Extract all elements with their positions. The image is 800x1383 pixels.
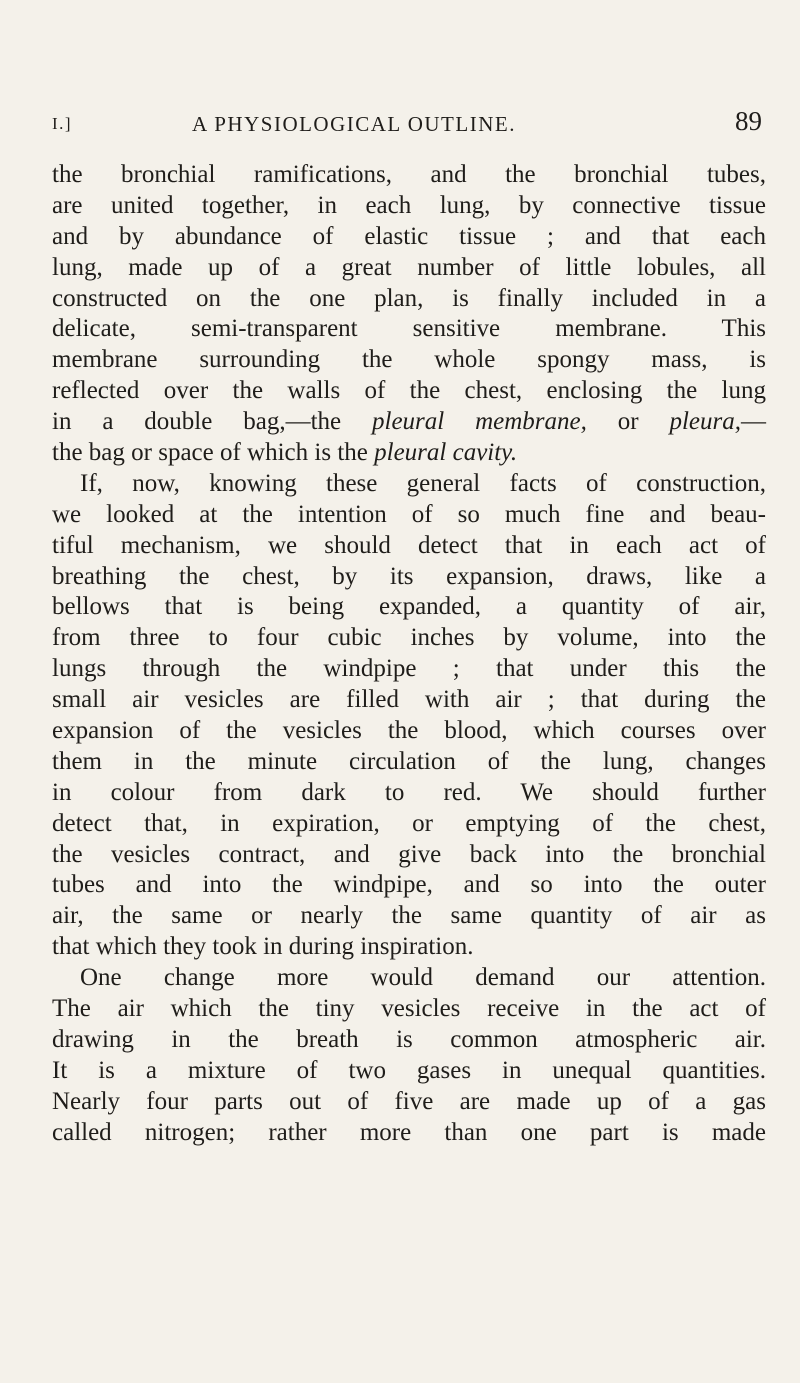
text-line [52, 160, 766, 191]
text-segment: we looked at the intention of so much fine and beau- [52, 500, 766, 528]
text-line [52, 562, 766, 593]
text-segment: lungs through the windpipe ; that under this the [52, 655, 766, 683]
text-segment: called nitrogen; rather more than one part is made [52, 1118, 766, 1146]
text-line [52, 901, 766, 932]
text-line [52, 963, 766, 994]
text-segment: constructed on the one plan, is finally included in a [52, 284, 766, 312]
text-segment: The air which the tiny vesicles receive in the act of [52, 995, 766, 1023]
text-segment: small air vesicles are filled with air ; that during the [52, 686, 766, 714]
text-line [52, 438, 766, 469]
text-line [52, 531, 766, 562]
text-segment: that which they took in during inspiration. [52, 933, 474, 961]
text-line [52, 1025, 766, 1056]
text-line [52, 870, 766, 901]
text-segment: in a double bag,—the [52, 408, 372, 436]
text-line [52, 1056, 766, 1087]
body-text [52, 160, 766, 1149]
text-line [52, 994, 766, 1025]
text-line [52, 314, 766, 345]
text-line [52, 685, 766, 716]
text-line [52, 253, 766, 284]
text-segment: are united together, in each lung, by connective tissue [52, 191, 766, 219]
italic-term: pleural cavity. [374, 439, 518, 467]
text-segment: the bag or space of which is the [52, 439, 375, 467]
text-segment: membrane surrounding the whole spongy mass, is [52, 346, 766, 374]
text-line [52, 932, 766, 963]
text-segment: delicate, semi-transparent sensitive membrane. This [52, 315, 766, 343]
text-line [52, 284, 766, 315]
text-segment: lung, made up of a great number of little lobules, all [52, 253, 766, 281]
text-segment: detect that, in expiration, or emptying of the chest, [52, 809, 766, 837]
text-segment: tubes and into the windpipe, and so into the outer [52, 871, 766, 899]
text-segment: air, the same or nearly the same quantity of air as [52, 902, 766, 930]
text-line [52, 840, 766, 871]
text-line [52, 500, 766, 531]
text-segment: — [741, 408, 767, 436]
text-segment: breathing the chest, by its expansion, draws, like a [52, 562, 766, 590]
text-segment: Nearly four parts out of five are made up of a gas [52, 1087, 766, 1115]
text-segment: reflected over the walls of the chest, enclosing the lung [52, 377, 766, 405]
text-segment: them in the minute circulation of the lung, changes [52, 747, 766, 775]
running-head [52, 106, 762, 142]
text-segment: One change more would demand our attention. [80, 964, 766, 992]
text-line [52, 345, 766, 376]
running-title: A PHYSIOLOGICAL OUTLINE. [192, 112, 516, 136]
text-line [52, 191, 766, 222]
text-line [52, 222, 766, 253]
text-segment: drawing in the breath is common atmospheric air. [52, 1025, 766, 1053]
text-line [52, 407, 766, 438]
text-segment: and by abundance of elastic tissue ; and that each [52, 222, 766, 250]
text-segment: bellows that is being expanded, a quantity of air, [52, 593, 766, 621]
text-segment: or [586, 408, 670, 436]
text-line [52, 747, 766, 778]
text-line [52, 469, 766, 500]
text-line [52, 654, 766, 685]
text-segment: expansion of the vesicles the blood, which courses over [52, 717, 766, 745]
text-segment: the bronchial ramifications, and the bronchial tubes, [52, 161, 766, 188]
text-line [52, 778, 766, 809]
chapter-number: I.] [52, 114, 73, 133]
text-segment: It is a mixture of two gases in unequal quantities. [52, 1056, 766, 1084]
italic-term: pleura, [669, 408, 742, 436]
text-segment: in colour from dark to red. We should further [52, 778, 766, 806]
text-segment: tiful mechanism, we should detect that in each act of [52, 531, 766, 559]
text-line [52, 592, 766, 623]
text-segment: If, now, knowing these general facts of construction, [80, 469, 766, 497]
text-segment: the vesicles contract, and give back into the bronchial [52, 840, 766, 868]
text-line [52, 716, 766, 747]
text-line [52, 1087, 766, 1118]
page-number: 89 [735, 106, 762, 136]
text-line [52, 1118, 766, 1149]
text-segment: from three to four cubic inches by volume, into the [52, 624, 766, 652]
text-line [52, 376, 766, 407]
text-line [52, 623, 766, 654]
text-line [52, 809, 766, 840]
italic-term: pleural membrane, [372, 408, 587, 436]
